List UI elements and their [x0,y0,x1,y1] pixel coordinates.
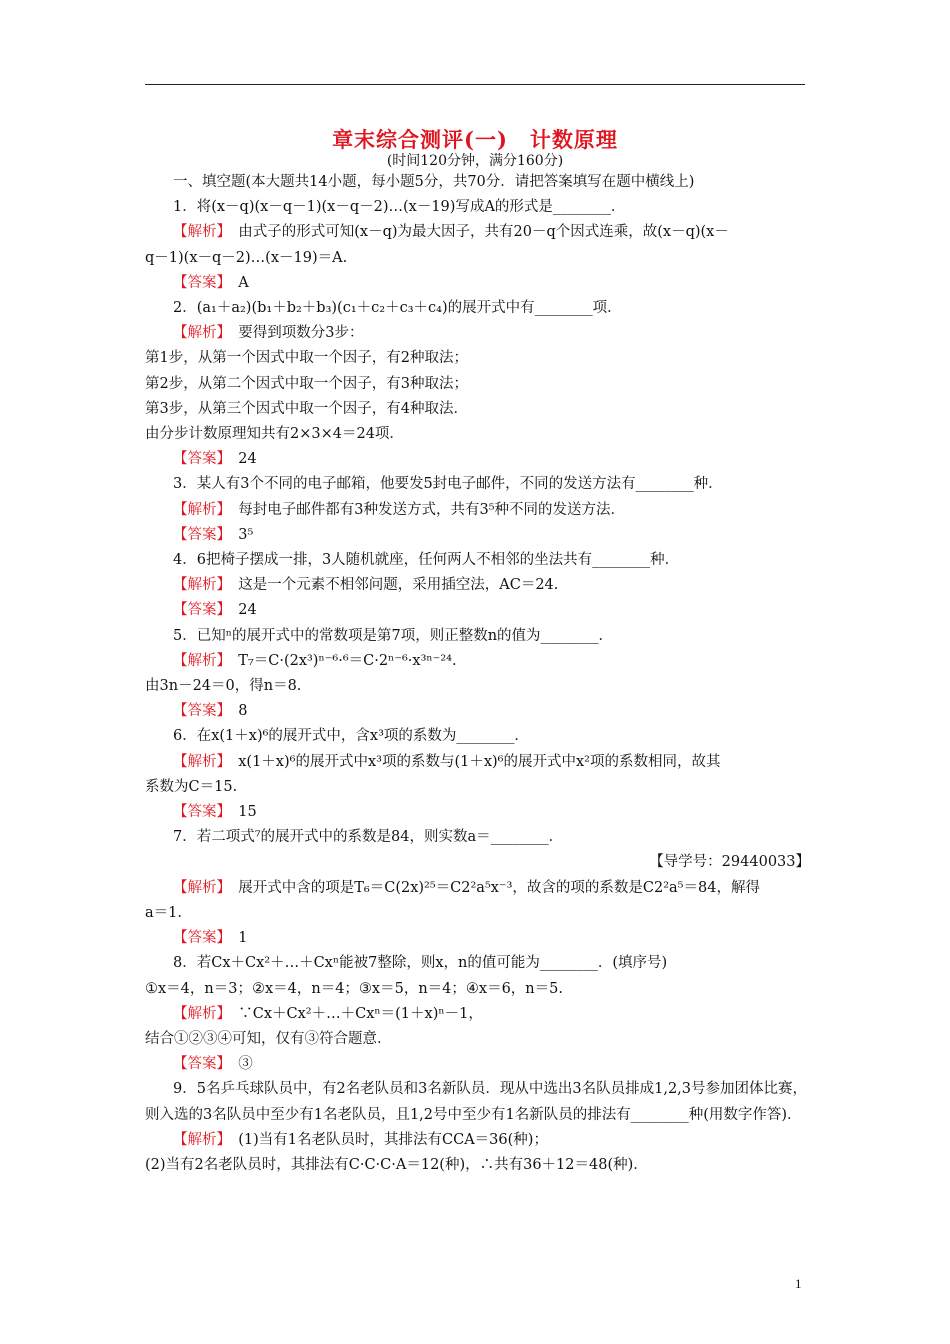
analysis-5: 【解析】 T₇＝C·(2x³)ⁿ⁻⁶·⁶＝C·2ⁿ⁻⁶·x³ⁿ⁻²⁴. [173,652,457,669]
question-2: 2．(a₁＋a₂)(b₁＋b₂＋b₃)(c₁＋c₂＋c₃＋c₄)的展开式中有________项． [173,300,622,317]
analysis-2-step-1: 第1步，从第一个因式中取一个因子，有2种取法； [145,350,468,367]
analysis-tag: 【解析】 [173,652,224,669]
analysis-4: 【解析】 这是一个元素不相邻问题，采用插空法，AC＝24. [173,577,559,594]
question-3: 3．某人有3个不同的电子邮箱，他要发5封电子邮件，不同的发送方法有________种． [173,476,723,493]
analysis-2: 【解析】 要得到项数分3步： [173,325,364,342]
analysis-3: 【解析】 每封电子邮件都有3种发送方式，共有3⁵种不同的发送方法． [173,501,626,518]
guide-number: 【导学号：29440033】 [649,854,810,871]
page-title: 章末综合测评(一) 计数原理 [332,127,618,152]
answer-1: 【答案】 A [173,274,249,291]
question-7: 7．若二项式⁷的展开式中的系数是84，则实数a＝________． [173,829,564,846]
question-5: 5．已知ⁿ的展开式中的常数项是第7项，则正整数n的值为________． [173,627,614,644]
analysis-tag: 【解析】 [173,224,224,241]
header-rule [145,84,805,85]
analysis-tag: 【解析】 [173,879,224,896]
analysis-6: 【解析】 x(1＋x)⁶的展开式中x³项的系数与(1＋x)⁶的展开式中x²项的系数相同，故其 [173,753,721,770]
analysis-9-case-2: (2)当有2名老队员时，其排法有C·C·C·A＝12(种)，∴共有36＋12＝48(种)． [145,1156,648,1173]
analysis-8-conclusion: 结合①②③④可知，仅有③符合题意． [145,1030,392,1047]
answer-tag: 【答案】 [173,804,224,821]
answer-5: 【答案】 8 [173,703,248,720]
analysis-8: 【解析】 ∵Cx＋Cx²＋…＋Cxⁿ＝(1＋x)ⁿ－1， [173,1005,483,1022]
section-intro: 一、填空题(本大题共14小题，每小题5分，共70分．请把答案填写在题中横线上) [173,174,695,190]
analysis-6-cont: 系数为C＝15. [145,778,238,795]
analysis-7: 【解析】 展开式中含的项是T₆＝C(2x)²⁵＝C2²a⁵x⁻³，故含的项的系数是C2²a⁵＝84，解得 [173,879,760,896]
answer-8: 【答案】 ③ [173,1056,253,1073]
analysis-tag: 【解析】 [173,501,224,518]
answer-6: 【答案】 15 [173,804,257,821]
analysis-1: 【解析】 由式子的形式可知(x－q)为最大因子，共有20－q个因式连乘，故(x－q)(x－ [173,224,729,241]
answer-tag: 【答案】 [173,930,224,947]
answer-tag: 【答案】 [173,451,224,468]
analysis-tag: 【解析】 [173,1005,224,1022]
analysis-1-cont: q－1)(x－q－2)…(x－19)＝A. [145,249,348,266]
analysis-5-solve: 由3n－24＝0，得n＝8. [145,678,302,695]
answer-tag: 【答案】 [173,1056,224,1073]
question-9: 9．5名乒乓球队员中，有2名老队员和3名新队员．现从中选出3名队员排成1,2,3号参加团体比赛，则入选的3名队员中至少有1名老队员，且1,2号中至少有1名新队员的排法有________种(用数字作答)． [145,1081,808,1123]
question-8: 8．若Cx＋Cx²＋…＋Cxⁿ能被7整除，则x，n的值可能为________．(填序号) [173,955,668,972]
page-subtitle: (时间120分钟，满分160分) [386,153,564,169]
question-6: 6．在x(1＋x)⁶的展开式中，含x³项的系数为________． [173,728,529,745]
question-4: 4．6把椅子摆成一排，3人随机就座，任何两人不相邻的坐法共有________种． [173,552,680,569]
question-1: 1．将(x－q)(x－q－1)(x－q－2)…(x－19)写成A的形式是________． [173,199,626,216]
answer-3: 【答案】 3⁵ [173,526,254,543]
analysis-tag: 【解析】 [173,753,224,770]
analysis-7-cont: a＝1. [145,904,182,921]
answer-tag: 【答案】 [173,274,224,291]
answer-4: 【答案】 24 [173,602,257,619]
analysis-2-step-2: 第2步，从第二个因式中取一个因子，有3种取法； [145,375,468,392]
analysis-9: 【解析】 (1)当有1名老队员时，其排法有CCA＝36(种)； [173,1131,548,1148]
answer-tag: 【答案】 [173,526,224,543]
analysis-tag: 【解析】 [173,325,224,342]
analysis-2-conclusion: 由分步计数原理知共有2×3×4＝24项． [145,426,404,443]
analysis-tag: 【解析】 [173,1131,224,1148]
answer-tag: 【答案】 [173,703,224,720]
answer-7: 【答案】 1 [173,930,248,947]
answer-2: 【答案】 24 [173,451,257,468]
analysis-2-step-3: 第3步，从第三个因式中取一个因子，有4种取法． [145,400,468,417]
page-number: 1 [795,1276,802,1291]
analysis-tag: 【解析】 [173,577,224,594]
document-body [145,170,810,1178]
question-8-options: ①x＝4，n＝3；②x＝4，n＝4；③x＝5，n＝4；④x＝6，n＝5. [145,980,563,997]
answer-tag: 【答案】 [173,602,224,619]
